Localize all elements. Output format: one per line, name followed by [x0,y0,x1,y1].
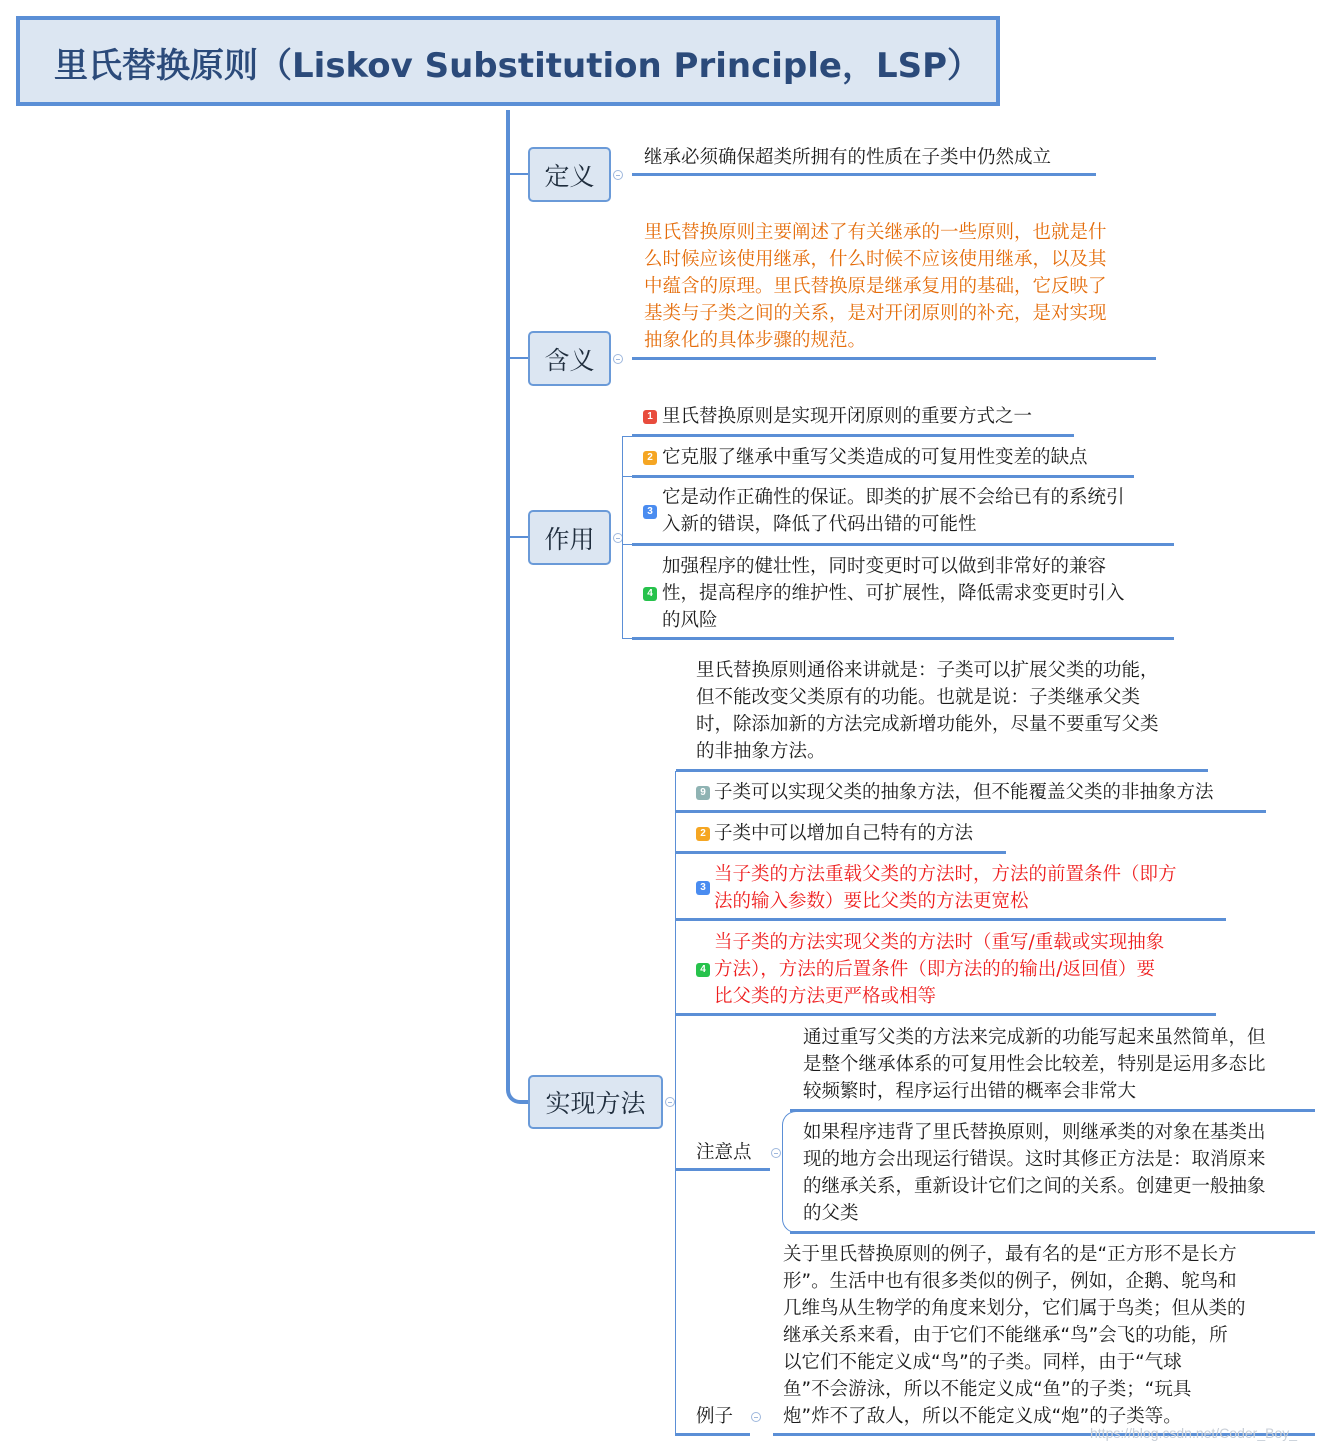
collapse-icon[interactable] [751,1412,761,1422]
example-text: 关于里氏替换原则的例子，最有名的是“正方形不是长方 形”。生活中也有很多类似的例子，例如，企鹅、鸵鸟和 几维鸟从生物学的角度来划分，它们属于鸟类；但从类的 继承关系来看，由于它们不能继承“鸟”会飞的功能，所 以它们不能定义成“鸟”的子类。同样，由于“气球 鱼”不会游泳，所以不能定义成“鱼”的子类；“玩具 炮”炸不了敌人，所以不能定义成“炮”的子类等。 [783,1244,1246,1427]
note-item[interactable]: 通过重写父类的方法来完成新的功能写起来虽然简单，但 是整个继承体系的可复用性会比较差，特别是运用多态比 较频繁时，程序运行出错的概率会非常大 [803,1027,1266,1102]
topic-label: 含义 [544,345,595,375]
topic-label: 定义 [544,161,595,191]
underline [790,1109,1315,1112]
topic-meaning[interactable] [528,331,611,386]
topic-definition[interactable] [528,147,611,202]
topic-implementation[interactable] [528,1075,663,1129]
watermark: https://blog.csdn.net/Coder_Boy_ [1090,1425,1298,1441]
priority-9-icon: 9 [696,786,710,800]
collapse-icon[interactable] [771,1148,781,1158]
underline [632,434,1074,437]
underline [676,1013,1216,1016]
implementation-intro: 里氏替换原则通俗来讲就是：子类可以扩展父类的功能， 但不能改变父类原有的功能。也就是说：子类继承父类 时，除添加新的方法完成新增功能外，尽量不要重写父类 的非抽象方法。 [696,660,1159,762]
priority-2-icon: 2 [696,827,710,841]
bracket-tick [622,476,632,477]
connector [508,173,528,175]
implementation-item[interactable]: 子类中可以增加自己特有的方法 [714,823,974,844]
implementation-item[interactable]: 当子类的方法重载父类的方法时，方法的前置条件（即方 法的输入参数）要比父类的方法更宽松 [714,864,1177,912]
collapse-icon[interactable] [665,1097,675,1107]
root-topic-title: 里氏替换原则（Liskov Substitution Principle，LSP） [54,46,982,86]
priority-2-icon: 2 [643,451,657,465]
definition-text: 继承必须确保超类所拥有的性质在子类中仍然成立 [644,147,1052,168]
underline [676,1433,750,1436]
bracket-tick [622,544,632,545]
underline [632,543,1174,546]
example-label[interactable]: 例子 [696,1406,734,1427]
priority-3-icon: 3 [696,881,710,895]
underline [632,637,1174,640]
implementation-item[interactable]: 子类可以实现父类的抽象方法，但不能覆盖父类的非抽象方法 [714,782,1214,803]
function-item[interactable]: 加强程序的健壮性，同时变更时可以做到非常好的兼容 性，提高程序的维护性、可扩展性，降低需求变更时引入 的风险 [662,556,1125,631]
topic-label: 作用 [544,524,595,554]
topic-label: 实现方法 [545,1089,646,1118]
underline [676,810,1266,813]
function-item[interactable]: 它是动作正确性的保证。即类的扩展不会给已有的系统引 入新的错误，降低了代码出错的可能性 [662,487,1125,535]
collapse-icon[interactable] [613,354,623,364]
underline [790,1231,1315,1234]
function-item[interactable]: 它克服了继承中重写父类造成的可复用性变差的缺点 [662,447,1088,468]
bracket-curve [782,1111,796,1233]
bracket-tick [622,436,632,437]
connector [508,357,528,359]
bracket-tick [622,638,632,639]
underline [676,769,1208,772]
underline [676,918,1226,921]
collapse-icon[interactable] [613,170,623,180]
underline [632,173,1096,176]
connector [508,536,528,538]
note-item[interactable]: 如果程序违背了里氏替换原则，则继承类的对象在基类出 现的地方会出现运行错误。这时其修正方法是：取消原来 的继承关系，重新设计它们之间的关系。创建更一般抽象 的父类 [803,1122,1266,1224]
meaning-text: 里氏替换原则主要阐述了有关继承的一些原则，也就是什 么时候应该使用继承，什么时候不应该使用继承，以及其 中蕴含的原理。里氏替换原是继承复用的基础，它反映了 基类与子类之间的关系，是对开闭原则的补充，是对实现 抽象化的具体步骤的规范。 [644,222,1107,351]
underline [676,851,1006,854]
underline [632,357,1156,360]
notes-label[interactable]: 注意点 [696,1142,752,1163]
bracket-line [675,771,676,1436]
bracket-line [622,436,623,639]
branch-curve [506,1080,530,1104]
priority-4-icon: 4 [696,963,710,977]
underline [632,475,1134,478]
topic-function[interactable] [528,510,611,565]
priority-1-icon: 1 [643,410,657,424]
implementation-item[interactable]: 当子类的方法实现父类的方法时（重写/重载或实现抽象 方法），方法的后置条件（即方法的的输出/返回值）要 比父类的方法更严格或相等 [714,932,1165,1007]
priority-4-icon: 4 [643,587,657,601]
priority-3-icon: 3 [643,505,657,519]
function-item[interactable]: 里氏替换原则是实现开闭原则的重要方式之一 [662,406,1033,427]
root-topic[interactable] [16,16,1000,106]
underline [676,1168,770,1171]
main-branch-line [506,110,510,1090]
